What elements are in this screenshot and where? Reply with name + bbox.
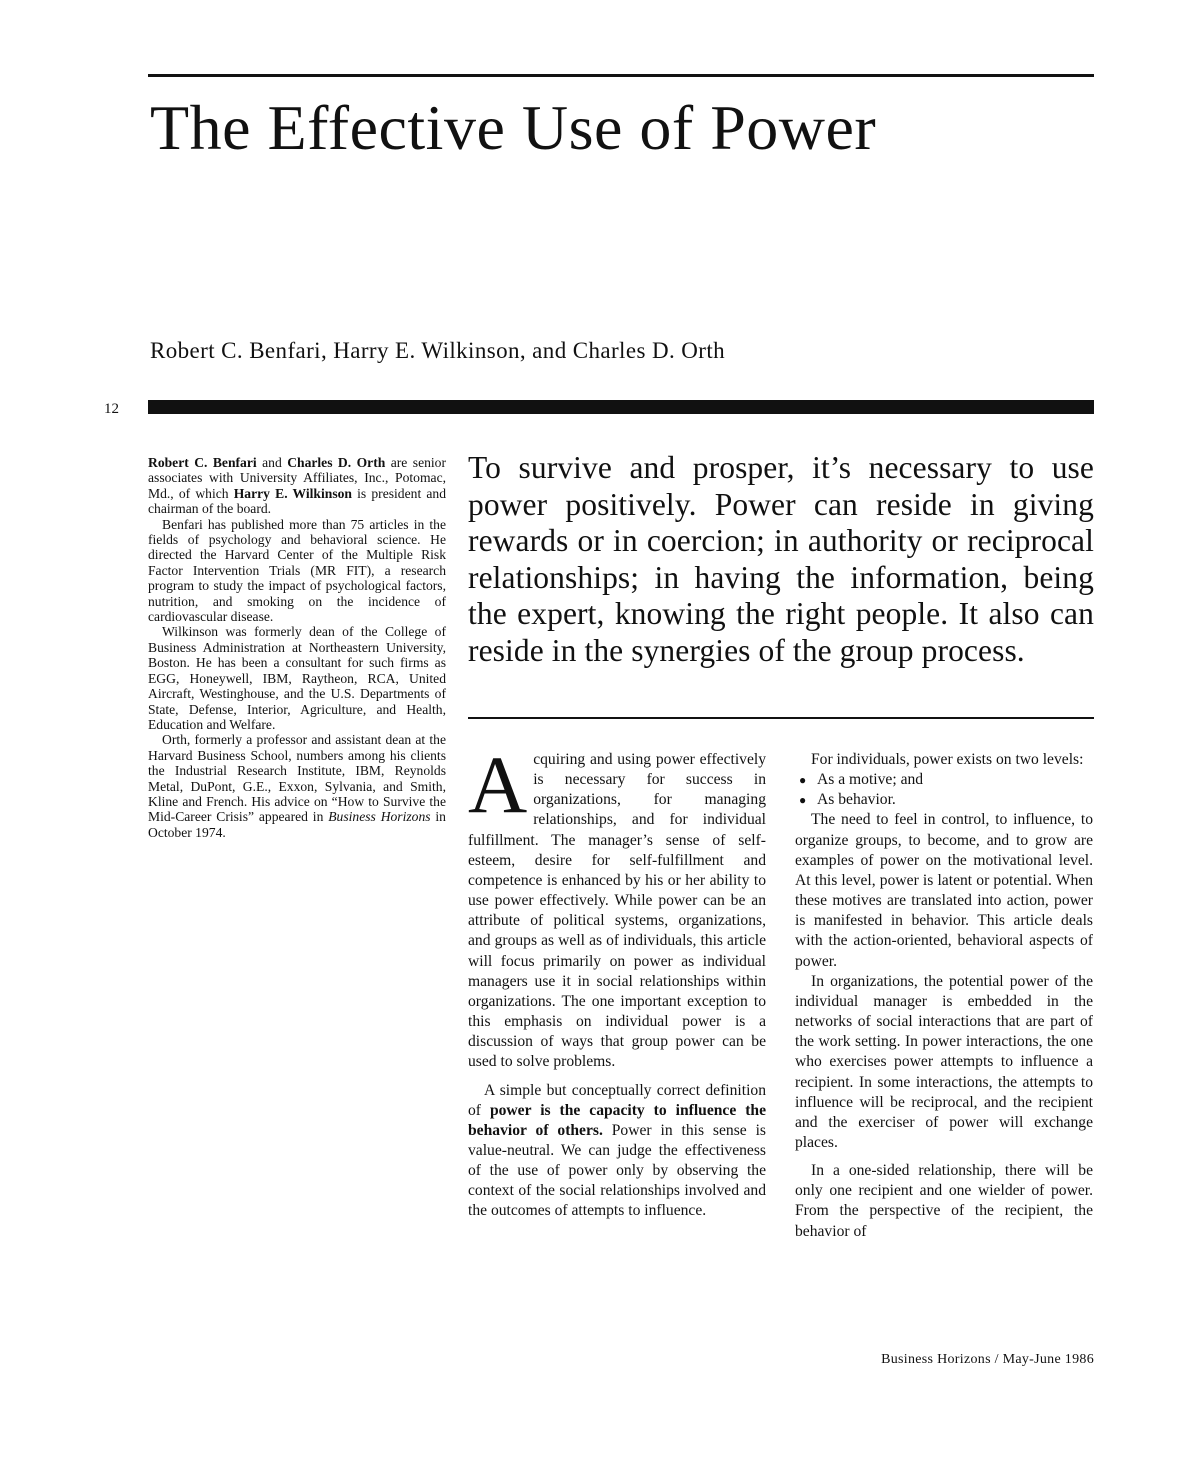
- bio-text: is president and chairman of the board.: [148, 485, 447, 517]
- bio-text: Orth, formerly a professor and assistant dean at the Harvard Business School, numbers among his clients the Industrial Research Institute, IBM, Reynolds Metal, DuPont, G.E., Exxon, Sylvania, and Smith, Kline and French. His advice on “How to Survive the Mid-Career Crisis” appeared in: [148, 732, 446, 825]
- body-text: Power in this sense is value-neutral. We can judge the effectiveness of the use of power only by observing the context of the social relationships involved and the outcomes of attempts to influence.: [468, 1121, 766, 1220]
- bullet-item: ● As a motive; and: [817, 770, 1093, 790]
- bio-text: in October 1974.: [148, 809, 446, 840]
- bio-author-name: Robert C. Benfari: [148, 455, 257, 470]
- bio-paragraph: Wilkinson was formerly dean of the College of Business Administration at Northeastern University, Boston. He has been a consultant for such firms as EGG, Honeywell, IBM, Raytheon, RCA, United Aircraft, Westinghouse, and the U.S. Departments of State, Defense, Interior, Agriculture, and Health, Education and Welfare.: [148, 624, 446, 732]
- bio-text: are senior associates with University Affiliates, Inc., Potomac, Md., of which: [148, 455, 446, 501]
- bio-author-name: Charles D. Orth: [287, 455, 386, 470]
- bullet-list: [795, 770, 1093, 810]
- abstract-rule: [468, 717, 1094, 719]
- page-number: 12: [104, 401, 119, 417]
- author-bio: [148, 455, 446, 840]
- body-paragraph: For individuals, power exists on two levels:: [811, 751, 1084, 768]
- bio-text: and: [256, 455, 288, 470]
- body-column-2: [795, 750, 1093, 1242]
- journal-footer: Business Horizons / May-June 1986: [881, 1352, 1094, 1367]
- bio-author-name: Harry E. Wilkinson: [233, 485, 352, 501]
- drop-cap: A: [468, 739, 528, 830]
- journal-name: Business Horizons: [328, 809, 431, 825]
- bullet-item: ● As behavior.: [817, 790, 1093, 810]
- article-title: The Effective Use of Power: [150, 92, 877, 163]
- body-paragraph: [468, 1081, 766, 1222]
- body-column-1: [468, 739, 767, 1222]
- body-text: cquiring and using power effectively is necessary for success in organizations, for managing relationships, and for individual fulfillment. The manager’s sense of self-esteem, desire for self-fulfillment and competence is enhanced by his or her ability to use power effectively. While power can be an attribute of political systems, organizations, and groups as well as of individuals, this article will focus primarily on power as individual managers use it in social relationships within organizations. The one important exception to this emphasis on individual power is a discussion of ways that group power can be used to solve problems.: [468, 751, 766, 1071]
- body-paragraph: In a one-sided relationship, there will be only one recipient and one wielder of power. From the perspective of the recipient, the behavior of: [795, 1162, 1093, 1240]
- top-rule: [148, 74, 1094, 77]
- bio-paragraph: [148, 732, 446, 840]
- article-abstract: To survive and prosper, it’s necessary to use power positively. Power can reside in giving rewards or in coercion; in authority or reciprocal relationships; in having the information, being the expert, knowing the right people. It also can reside in the synergies of the group process.: [468, 450, 1094, 668]
- body-text: A simple but conceptually correct definition of: [468, 1081, 766, 1119]
- article-authors: Robert C. Benfari, Harry E. Wilkinson, and Charles D. Orth: [150, 338, 726, 363]
- body-paragraph: The need to feel in control, to influence, to organize groups, to become, and to grow are examples of power on the motivational level. At this level, power is latent or potential. When these motives are translated into action, power is manifested in behavior. This article deals with the action-oriented, behavioral aspects of power.: [795, 811, 1093, 970]
- header-bar-rule: [148, 400, 1094, 414]
- body-paragraph: In organizations, the potential power of the individual manager is embedded in the networks of social interactions that are part of the work setting. In power interactions, the one who exercises power attempts to influence a recipient. In some interactions, the attempts to influence will be reciprocal, and the recipient and the exerciser of power will exchange places.: [795, 972, 1093, 1151]
- body-paragraph: [468, 739, 766, 1073]
- power-definition: power is the capacity to influence the behavior of others.: [468, 1101, 767, 1139]
- bio-paragraph: [148, 455, 446, 517]
- bio-paragraph: Benfari has published more than 75 articles in the fields of psychology and behavioral science. He directed the Harvard Center of the Multiple Risk Factor Intervention Trials (MR FIT), a research program to study the impact of psychological factors, nutrition, and smoking on the incidence of cardiovascular disease.: [148, 516, 446, 625]
